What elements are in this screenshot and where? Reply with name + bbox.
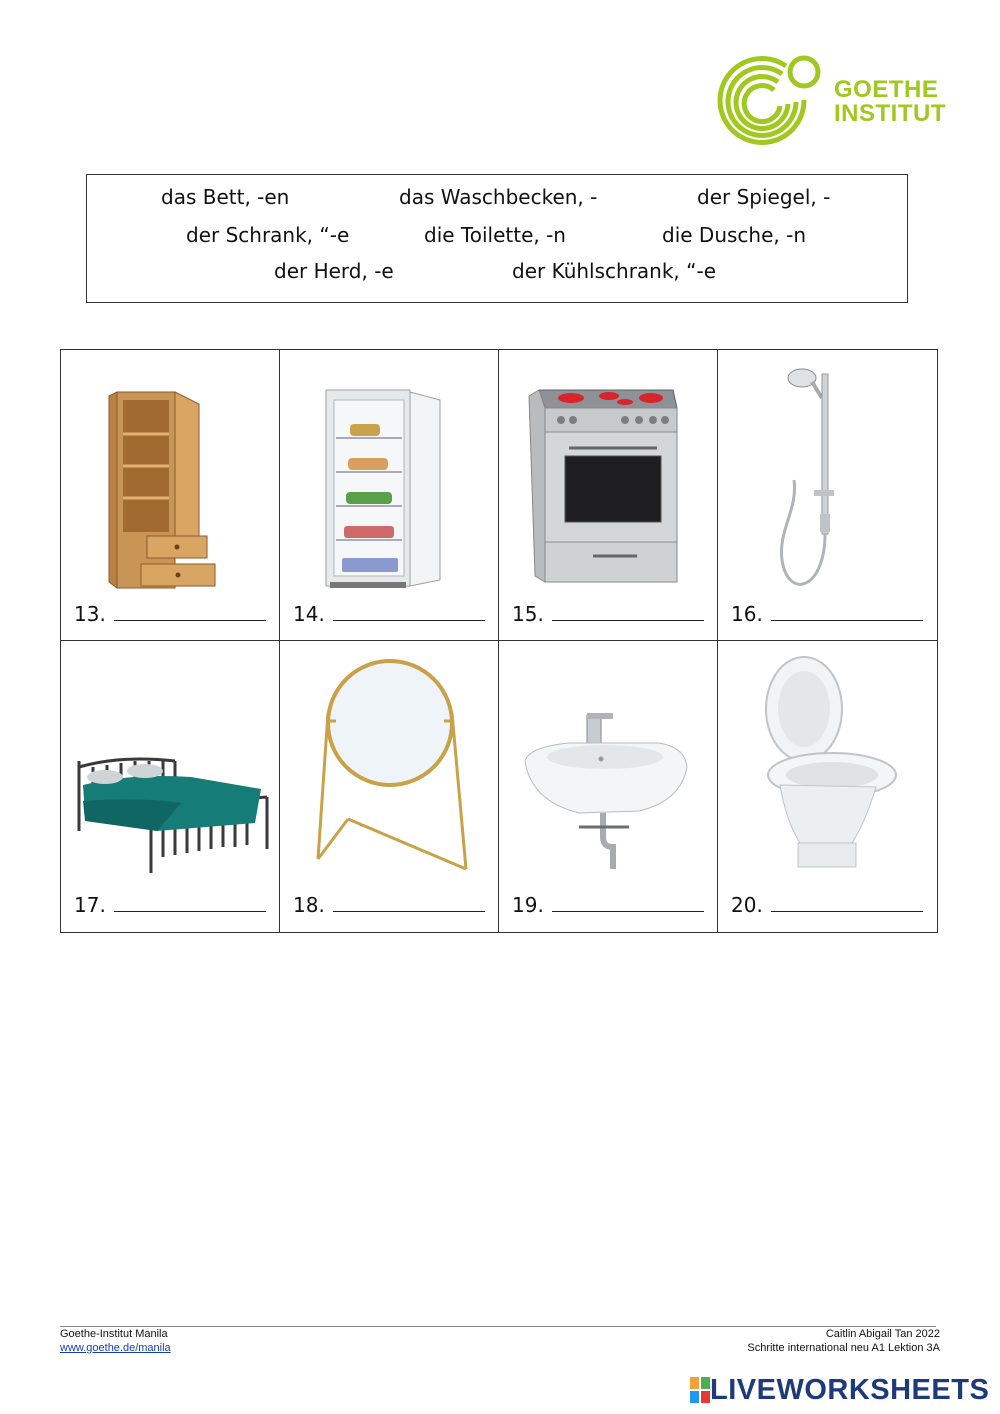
answer-blank[interactable] <box>771 604 923 621</box>
exercise-cell <box>280 350 499 641</box>
refrigerator-picture <box>290 360 488 592</box>
word-bank-item: der Herd, -e <box>274 259 394 283</box>
answer-blank[interactable] <box>552 604 704 621</box>
bed-picture <box>71 651 269 883</box>
exercise-cell <box>61 350 280 641</box>
goethe-circles-icon <box>716 52 834 158</box>
shower-picture <box>728 360 926 592</box>
washbasin-picture <box>509 651 707 883</box>
answer-blank[interactable] <box>333 895 485 912</box>
item-number: 19. <box>512 893 544 917</box>
item-number: 15. <box>512 602 544 626</box>
word-bank-item: der Kühlschrank, “-e <box>512 259 717 283</box>
wardrobe-picture <box>71 360 269 592</box>
answer-blank[interactable] <box>114 604 266 621</box>
item-number: 17. <box>74 893 106 917</box>
answer-blank[interactable] <box>771 895 923 912</box>
footer-right <box>747 1327 940 1355</box>
liveworksheets-blocks-icon <box>690 1377 710 1403</box>
exercise-cell <box>718 641 937 932</box>
exercise-cell <box>61 641 280 932</box>
item-number: 16. <box>731 602 763 626</box>
liveworksheets-text: LIVEWORKSHEETS <box>710 1373 990 1406</box>
word-bank-item: das Bett, -en <box>161 185 290 209</box>
word-bank-item: der Spiegel, - <box>697 185 831 209</box>
logo-line-2: INSTITUT <box>834 100 946 127</box>
answer-blank[interactable] <box>114 895 266 912</box>
footer-course: Schritte international neu A1 Lektion 3A <box>747 1342 940 1354</box>
word-bank-item: der Schrank, “-e <box>186 223 350 247</box>
exercise-grid <box>60 349 938 933</box>
word-bank-item: die Dusche, -n <box>662 223 806 247</box>
answer-blank[interactable] <box>552 895 704 912</box>
item-number: 18. <box>293 893 325 917</box>
word-bank <box>86 174 908 303</box>
mirror-picture <box>290 651 488 883</box>
footer-org: Goethe-Institut Manila <box>60 1328 168 1340</box>
exercise-cell <box>280 641 499 932</box>
logo-line-1: GOETHE <box>834 76 939 103</box>
answer-blank[interactable] <box>333 604 485 621</box>
liveworksheets-logo <box>690 1374 989 1406</box>
stove-picture <box>509 360 707 592</box>
item-number: 20. <box>731 893 763 917</box>
exercise-cell <box>718 350 937 641</box>
word-bank-item: die Toilette, -n <box>424 223 566 247</box>
item-number: 14. <box>293 602 325 626</box>
footer-left <box>60 1327 171 1355</box>
toilet-picture <box>728 651 926 883</box>
item-number: 13. <box>74 602 106 626</box>
exercise-cell <box>499 350 718 641</box>
footer-link[interactable]: www.goethe.de/manila <box>60 1342 171 1354</box>
exercise-cell <box>499 641 718 932</box>
word-bank-item: das Waschbecken, - <box>399 185 598 209</box>
goethe-logo <box>716 52 946 158</box>
footer-author: Caitlin Abigail Tan 2022 <box>825 1328 940 1340</box>
